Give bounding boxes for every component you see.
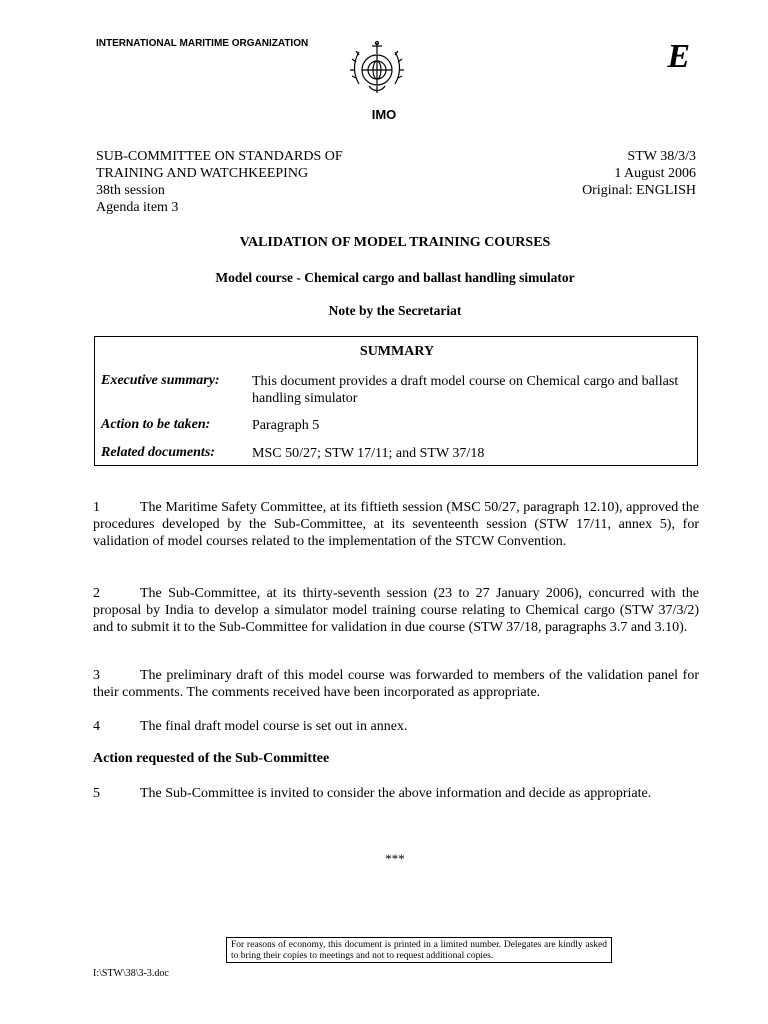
paragraph-number: 1: [93, 500, 100, 515]
summary-box: [94, 336, 698, 466]
meta-right: [582, 148, 696, 199]
paragraph-text: The Maritime Safety Committee, at its fiftieth session (MSC 50/27, paragraph 12.10), approved the procedures developed by the Sub-Committee, at its seventeenth session (STW 17/11, annex 5), for validation of model courses related to the implementation of the STCW Convention.: [93, 500, 699, 549]
summary-value-related: MSC 50/27; STW 17/11; and STW 37/18: [252, 446, 485, 461]
summary-label-executive: Executive summary:: [101, 373, 220, 388]
imo-label: IMO: [371, 107, 397, 122]
document-subtitle: Model course - Chemical cargo and ballast handling simulator: [215, 270, 575, 285]
document-title: VALIDATION OF MODEL TRAINING COURSES: [239, 235, 551, 250]
language-code: E: [667, 38, 690, 75]
imo-emblem-icon: [347, 40, 407, 98]
paragraph-number: 3: [93, 668, 100, 683]
original-language: Original: ENGLISH: [582, 183, 696, 198]
summary-label-related: Related documents:: [101, 445, 215, 460]
paragraph-number: 4: [93, 719, 100, 734]
paragraph-text: The final draft model course is set out in annex.: [140, 719, 408, 734]
paragraph-text: The Sub-Committee, at its thirty-seventh session (23 to 27 January 2006), concurred with the proposal by India to develop a simulator model training course relating to Chemical cargo (STW 37/3/2) and to submit it to the Sub-Committee for validation in due course (STW 37/18, paragraphs 3.7 and 3.10).: [93, 586, 699, 635]
paragraph-5: [93, 785, 699, 802]
economy-notice: For reasons of economy, this document is printed in a limited number. Delegates are kindly asked to bring their copies to meetings and not to request additional copies.: [226, 937, 612, 963]
document-date: 1 August 2006: [614, 166, 696, 181]
meta-left: [96, 148, 343, 216]
summary-label-action: Action to be taken:: [101, 417, 211, 432]
paragraph-4: [93, 718, 699, 735]
committee-line-2: TRAINING AND WATCHKEEPING: [96, 166, 309, 181]
agenda-item: Agenda item 3: [96, 200, 179, 215]
paragraph-2: [93, 585, 699, 636]
summary-value-action: Paragraph 5: [252, 418, 320, 433]
summary-heading: SUMMARY: [359, 344, 435, 359]
paragraph-text: The Sub-Committee is invited to consider the above information and decide as appropriate.: [140, 786, 652, 801]
end-stars: ***: [385, 851, 405, 866]
file-path: I:\STW\38\3-3.doc: [93, 968, 169, 979]
paragraph-text: The preliminary draft of this model course was forwarded to members of the validation panel for their comments. The comments received have been incorporated as appropriate.: [93, 668, 699, 700]
paragraph-1: [93, 499, 699, 550]
committee-line-1: SUB-COMMITTEE ON STANDARDS OF: [96, 149, 343, 164]
summary-value-executive: This document provides a draft model course on Chemical cargo and ballast handling simulator: [252, 374, 679, 406]
session: 38th session: [96, 183, 165, 198]
organization-name: INTERNATIONAL MARITIME ORGANIZATION: [96, 38, 309, 49]
action-heading: Action requested of the Sub-Committee: [93, 751, 330, 766]
document-symbol: STW 38/3/3: [627, 149, 696, 164]
document-note: Note by the Secretariat: [328, 303, 462, 318]
paragraph-3: [93, 667, 699, 701]
paragraph-number: 2: [93, 586, 100, 601]
paragraph-number: 5: [93, 786, 100, 801]
